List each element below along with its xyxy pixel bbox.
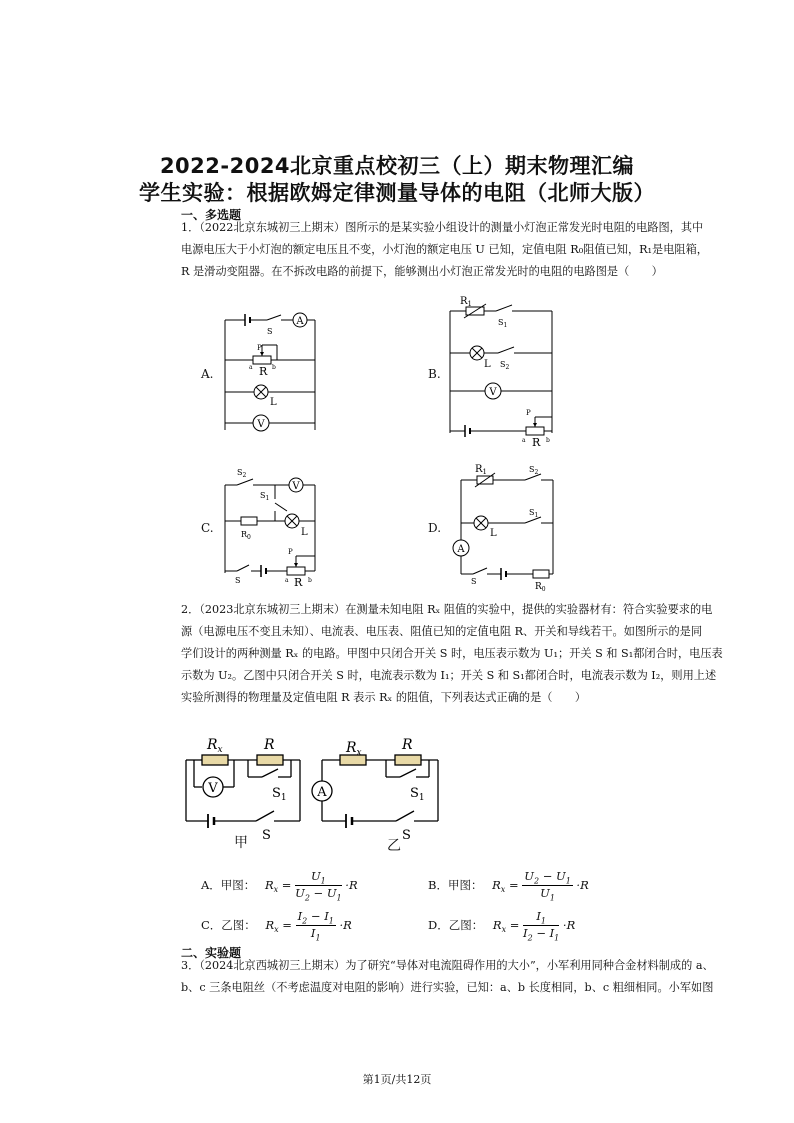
circuit-diagram-d — [445, 458, 565, 593]
q2-option-b-label: B．甲图： — [428, 877, 483, 892]
label-a-b: a — [522, 437, 526, 444]
q2-line-4: 示数为 U₂。乙图中只闭合开关 S 时，电流表示数为 I₁；开关 S 和 S₁都闭合时，电流表示数为 I₂，则用上述 — [181, 669, 717, 682]
label-voltmeter-c: V — [292, 481, 300, 492]
figure-label-yi: 乙 — [387, 838, 401, 854]
q2-option-d-label: D．乙图： — [428, 917, 484, 932]
q2-option-c[interactable] — [201, 909, 352, 943]
label-s2: $S_2$ — [500, 360, 510, 371]
q1-option-a[interactable]: A. — [201, 367, 214, 381]
section-heading-1: 一、多选题 — [181, 208, 242, 222]
q2-line-5: 实验所测得的物理量及定值电阻 R 表示 Rₓ 的阻值，下列表达式正确的是（ ） — [181, 691, 587, 704]
q2-line-2: 源（电源电压不变且未知）、电流表、电压表、阻值已知的定值电阻 R、开关和导线若干。如图所示的是同 — [181, 625, 703, 638]
label-s1-jia: $S_1$ — [272, 786, 287, 803]
question-2-text — [181, 599, 761, 709]
label-slider-c: P — [288, 548, 293, 556]
label-s1-d: $S_1$ — [529, 508, 539, 519]
q2-option-c-formula: $R_x$ = $\frac{I_2 - I_1}{I_1}$ ·R — [265, 909, 352, 943]
label-slider: P — [257, 344, 262, 352]
circuit-diagram-b — [440, 293, 565, 448]
q2-circuit-figures — [180, 735, 465, 855]
label-b: b — [272, 364, 276, 371]
q1-line-2: 电源电压大于小灯泡的额定电压且不变，小灯泡的额定电压 U 已知，定值电阻 R₀阻值已知，R₁是电阻箱， — [181, 243, 708, 256]
q2-line-1: 2．（2023北京东城初三上期末）在测量未知电阻 Rₓ 阻值的实验中，提供的实验器材有：符合实验要求的电 — [181, 603, 713, 616]
label-r1: $R_1$ — [460, 296, 472, 308]
q2-option-c-label: C．乙图： — [201, 917, 256, 932]
q2-option-b[interactable] — [428, 869, 589, 903]
label-rx-yi: $R_x$ — [346, 740, 362, 758]
q2-option-a-label: A．甲图： — [201, 877, 256, 892]
label-lamp-d: L — [490, 528, 497, 539]
circuit-diagram-a — [215, 305, 325, 440]
q3-line-2: b、c 三条电阻丝（不考虑温度对电阻的影响）进行实验，已知：a、b 长度相同，b、c 粗细相同。小军如图 — [181, 981, 714, 994]
label-r0-c: $R_0$ — [241, 530, 251, 541]
question-3-text — [181, 955, 761, 999]
label-rheostat-c: R — [294, 576, 303, 588]
label-switch: S — [267, 327, 273, 336]
label-b-c: b — [308, 577, 312, 584]
label-a-c: a — [285, 577, 289, 584]
label-lamp: L — [270, 397, 277, 408]
label-rheostat: R — [259, 365, 268, 378]
label-s1: $S_1$ — [498, 318, 508, 329]
page-footer: 第1页/共12页 — [362, 1073, 432, 1086]
label-switch-d: S — [471, 577, 477, 586]
q2-option-b-formula: $R_x$ = $\frac{U_2 - U_1}{U_1}$ ·R — [492, 869, 589, 903]
label-s-yi: S — [402, 828, 411, 843]
label-a: a — [249, 364, 253, 371]
q2-option-d[interactable] — [428, 909, 575, 943]
label-ammeter: A — [296, 316, 304, 327]
label-rheostat-b: R — [532, 436, 541, 448]
q2-option-a[interactable] — [201, 869, 358, 903]
label-ammeter-d: A — [457, 544, 465, 555]
title-line-1: 2022-2024北京重点校初三（上）期末物理汇编 — [159, 154, 635, 178]
label-r1-d: $R_1$ — [475, 464, 487, 476]
q2-line-3: 学们设计的两种测量 Rₓ 的电路。甲图中只闭合开关 S 时，电压表示数为 U₁；开关 S 和 S₁都闭合时，电压表 — [181, 647, 723, 660]
label-lamp-b: L — [484, 359, 491, 370]
label-s2-c: $S_2$ — [237, 468, 247, 479]
q1-option-b[interactable]: B. — [428, 367, 441, 381]
question-1-text — [181, 217, 761, 283]
label-r-jia: R — [264, 737, 275, 753]
label-s2-d: $S_2$ — [529, 465, 539, 476]
q1-option-c[interactable]: C. — [201, 521, 214, 535]
label-r-yi: R — [402, 737, 413, 753]
q1-line-3: R 是滑动变阻器。在不拆改电路的前提下，能够测出小灯泡正常发光时的电阻的电路图是（ ） — [181, 265, 663, 278]
label-switch-c: S — [235, 576, 241, 585]
label-ammeter-yi: A — [317, 785, 327, 800]
label-rx-jia: $R_x$ — [207, 737, 223, 755]
q1-line-1: 1．（2022北京东城初三上期末）图所示的是某实验小组设计的测量小灯泡正常发光时电阻的电路图，其中 — [181, 221, 704, 234]
q1-option-d[interactable]: D. — [428, 521, 442, 535]
label-lamp-c: L — [301, 527, 308, 538]
circuit-diagram-c — [215, 463, 325, 588]
label-r0-d: $R_0$ — [535, 582, 546, 593]
q2-option-a-formula: $R_x$ = $\frac{U_1}{U_2 - U_1}$ ·R — [264, 869, 358, 903]
label-slider-b: P — [526, 409, 531, 417]
q2-option-d-formula: $R_x$ = $\frac{I_1}{I_2 - I_1}$ ·R — [492, 909, 576, 943]
label-s-jia: S — [262, 828, 271, 843]
label-s1-c: $S_1$ — [260, 491, 270, 502]
q3-line-1: 3．（2024北京西城初三上期末）为了研究“导体对电流阻碍作用的大小”，小军利用同种合金材料制成的 a、 — [181, 959, 714, 972]
label-voltmeter: V — [257, 419, 265, 430]
label-b-b: b — [546, 437, 550, 444]
label-voltmeter-jia: V — [208, 781, 218, 796]
title-line-2: 学生实验：根据欧姆定律测量导体的电阻（北师大版） — [139, 181, 655, 205]
section-heading-2: 二、实验题 — [181, 946, 242, 960]
label-s1-yi: $S_1$ — [410, 786, 425, 803]
figure-label-jia: 甲 — [234, 835, 248, 851]
label-voltmeter-b: V — [489, 387, 497, 398]
